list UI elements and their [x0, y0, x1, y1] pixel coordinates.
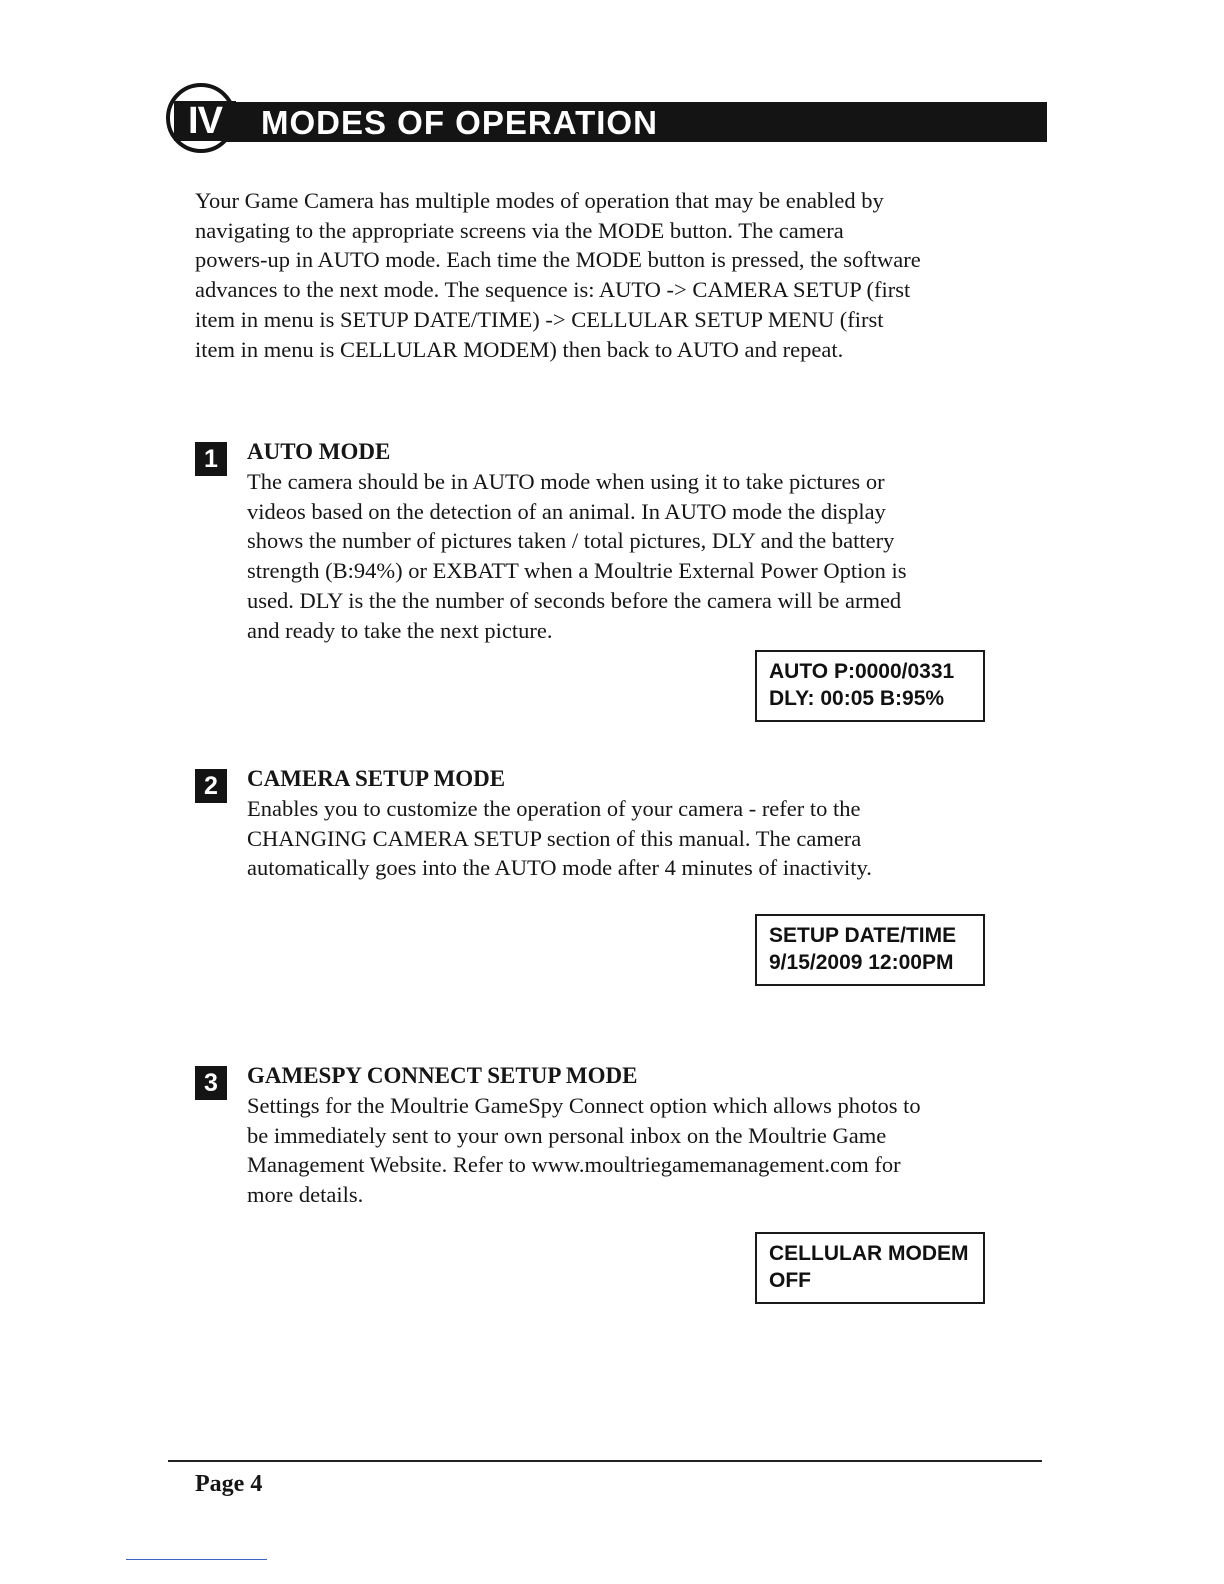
description-line: Enables you to customize the operation of your camera - refer to the [247, 796, 861, 821]
camera-setup-mode-description [247, 794, 872, 883]
intro-line: Your Game Camera has multiple modes of operation that may be enabled by [195, 188, 884, 213]
camera-setup-display [755, 914, 985, 986]
description-line: automatically goes into the AUTO mode after 4 minutes of inactivity. [247, 855, 872, 881]
cellular-modem-display [755, 1232, 985, 1304]
auto-mode-heading: AUTO MODE [247, 439, 391, 464]
display-line: 9/15/2009 12:00PM [769, 951, 954, 974]
description-line: The camera should be in AUTO mode when using it to take pictures or [247, 469, 885, 494]
description-line: more details. [247, 1182, 364, 1208]
description-line: and ready to take the next picture. [247, 617, 553, 643]
step-3-badge: 3 [195, 1066, 227, 1100]
footer-divider [168, 1460, 1042, 1462]
intro-line: navigating to the appropriate screens via the MODE button. The camera [195, 217, 844, 243]
display-line: DLY: 00:05 B:95% [769, 687, 945, 710]
section-numeral: IV [174, 101, 236, 141]
gamespy-connect-mode-heading: GAMESPY CONNECT SETUP MODE [247, 1063, 638, 1088]
description-line: Management Website. Refer to www.moultriegamemanagement.com for [247, 1152, 901, 1178]
display-line: OFF [769, 1269, 811, 1292]
page-number: Page 4 [195, 1471, 263, 1497]
description-line: videos based on the detection of an animal. In AUTO mode the display [247, 498, 886, 524]
gamespy-connect-mode-description [247, 1091, 921, 1210]
display-line: SETUP DATE/TIME [769, 924, 957, 947]
intro-paragraph [195, 186, 921, 364]
auto-mode-display [755, 650, 985, 722]
intro-line: item in menu is CELLULAR MODEM) then back to AUTO and repeat. [195, 336, 844, 362]
auto-mode-description [247, 467, 906, 645]
description-line: Settings for the Moultrie GameSpy Connect option which allows photos to [247, 1093, 921, 1118]
intro-line: item in menu is SETUP DATE/TIME) -> CELLULAR SETUP MENU (first [195, 306, 884, 332]
description-line: used. DLY is the the number of seconds before the camera will be armed [247, 587, 902, 613]
section-title: MODES OF OPERATION [261, 104, 658, 141]
camera-setup-mode-heading: CAMERA SETUP MODE [247, 766, 506, 791]
step-1-badge: 1 [195, 442, 227, 476]
description-line: strength (B:94%) or EXBATT when a Moultrie External Power Option is [247, 558, 907, 584]
step-2-badge: 2 [195, 769, 227, 803]
intro-line: advances to the next mode. The sequence is: AUTO -> CAMERA SETUP (first [195, 277, 911, 303]
description-line: CHANGING CAMERA SETUP section of this manual. The camera [247, 825, 862, 851]
display-line: CELLULAR MODEM [769, 1242, 969, 1265]
display-line: AUTO P:0000/0331 [769, 660, 955, 683]
description-line: shows the number of pictures taken / total pictures, DLY and the battery [247, 528, 895, 554]
description-line: be immediately sent to your own personal inbox on the Moultrie Game [247, 1122, 887, 1148]
intro-line: powers-up in AUTO mode. Each time the MODE button is pressed, the software [195, 247, 921, 273]
bottom-edge-line [126, 1559, 267, 1560]
